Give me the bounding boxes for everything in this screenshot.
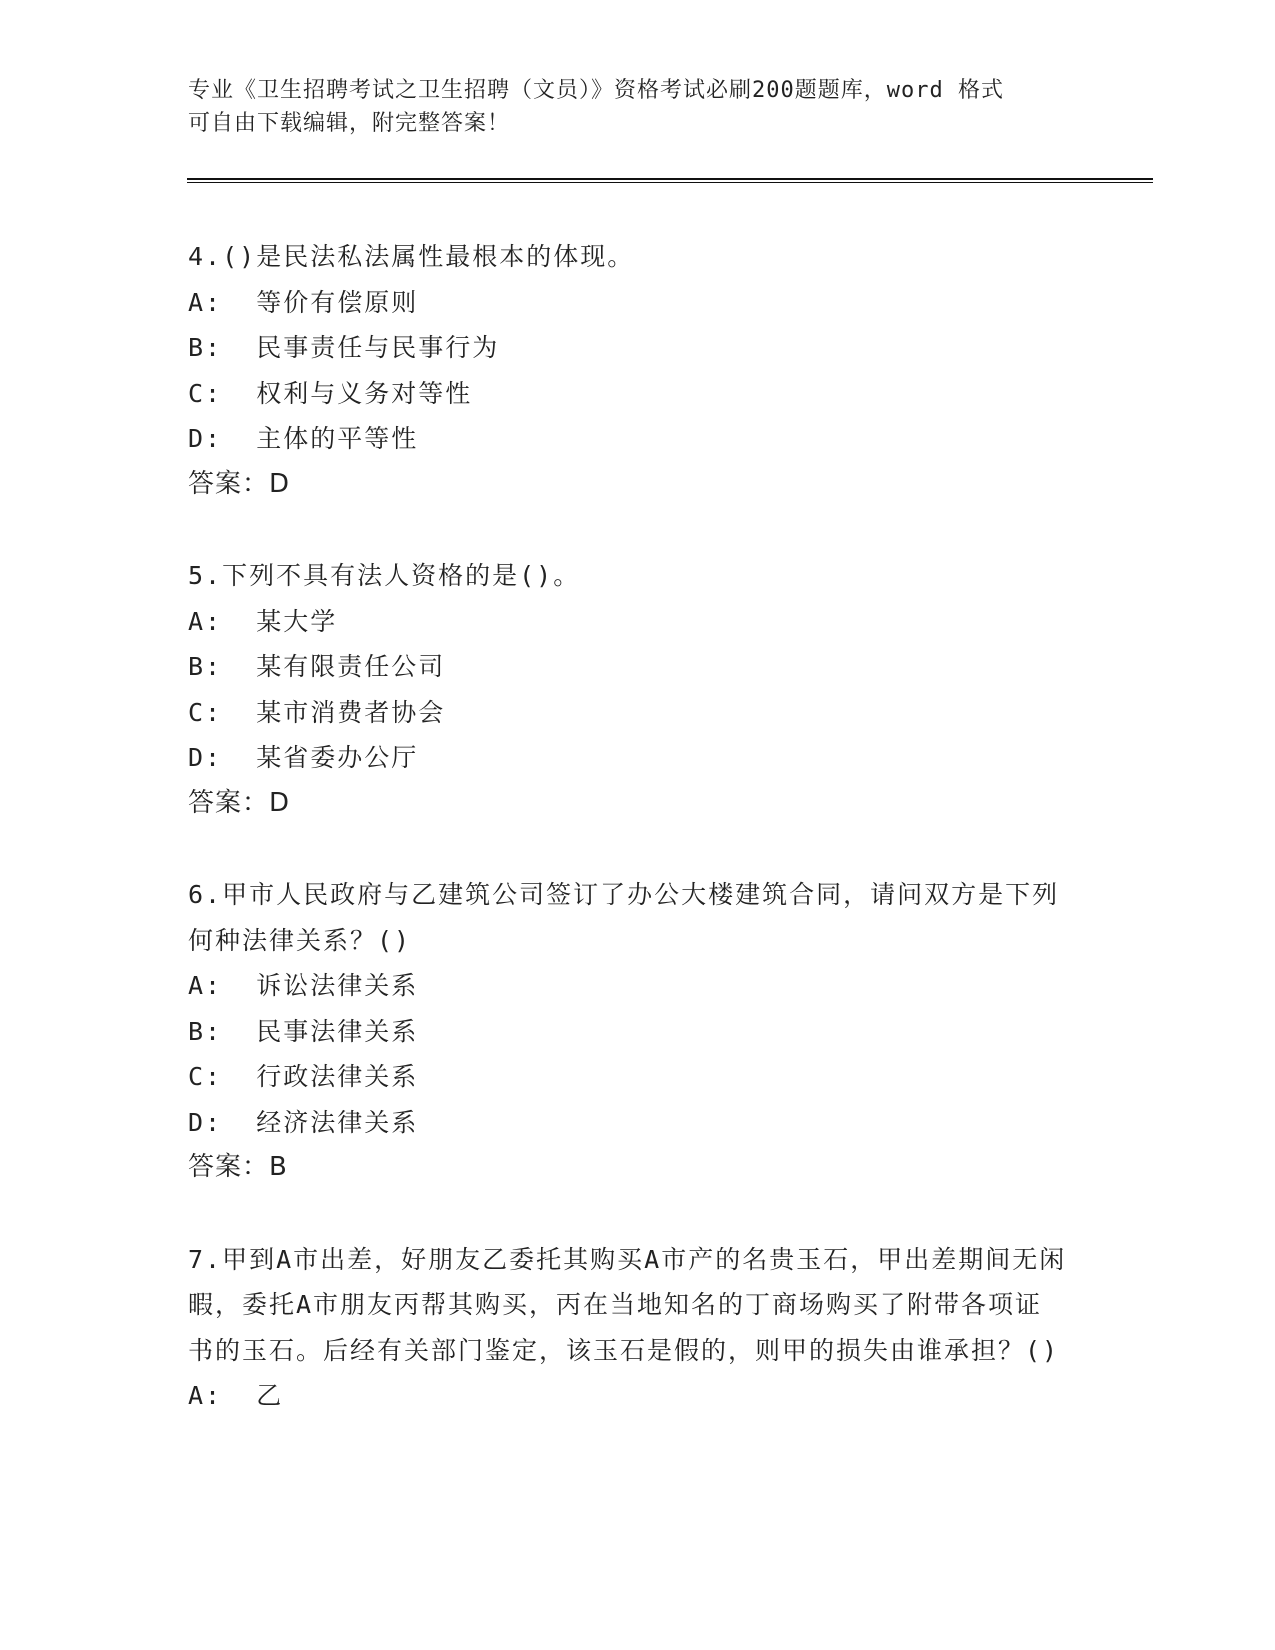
- question-stem: 6.甲市人民政府与乙建筑公司签订了办公大楼建筑合同，请问双方是下列何种法律关系？(): [188, 880, 1060, 955]
- option-b: B: 民事责任与民事行为: [188, 333, 500, 362]
- header-title-line-2: 可自由下载编辑，附完整答案！: [188, 111, 511, 136]
- question-item: [188, 553, 1068, 826]
- question-stem: 4.()是民法私法属性最根本的体现。: [188, 242, 635, 271]
- option-c: C: 行政法律关系: [188, 1062, 419, 1091]
- question-item: [188, 872, 1068, 1191]
- document-header: [188, 74, 1088, 140]
- option-a: A: 乙: [188, 1381, 284, 1410]
- option-c: C: 某市消费者协会: [188, 697, 446, 727]
- option-c: C: 权利与义务对等性: [188, 378, 473, 408]
- question-stem: 5.下列不具有法人资格的是()。: [188, 561, 581, 590]
- answer-line: 答案：D: [188, 787, 291, 818]
- option-b: B: 某有限责任公司: [188, 652, 446, 681]
- header-divider: [187, 178, 1153, 183]
- header-title-line-1: 专业《卫生招聘考试之卫生招聘（文员）》资格考试必刷200题题库，word 格式: [188, 78, 1004, 103]
- question-list: [188, 234, 1068, 1465]
- option-a: A: 诉讼法律关系: [188, 971, 419, 1000]
- answer-line: 答案：D: [188, 468, 291, 499]
- option-b: B: 民事法律关系: [188, 1016, 419, 1046]
- question-stem: 7.甲到A市出差，好朋友乙委托其购买A市产的名贵玉石，甲出差期间无闲暇，委托A市朋友丙帮其购买，丙在当地知名的丁商场购买了附带各项证书的玉石。后经有关部门鉴定，该玉石是假的，则甲的损失由谁承担？(): [188, 1244, 1067, 1365]
- option-a: A: 某大学: [188, 606, 338, 636]
- option-a: A: 等价有偿原则: [188, 287, 419, 317]
- option-d: D: 某省委办公厅: [188, 743, 419, 772]
- question-item: [188, 234, 1068, 507]
- answer-line: 答案：B: [188, 1152, 288, 1182]
- option-d: D: 经济法律关系: [188, 1107, 419, 1137]
- question-item: [188, 1237, 1068, 1419]
- option-d: D: 主体的平等性: [188, 424, 419, 453]
